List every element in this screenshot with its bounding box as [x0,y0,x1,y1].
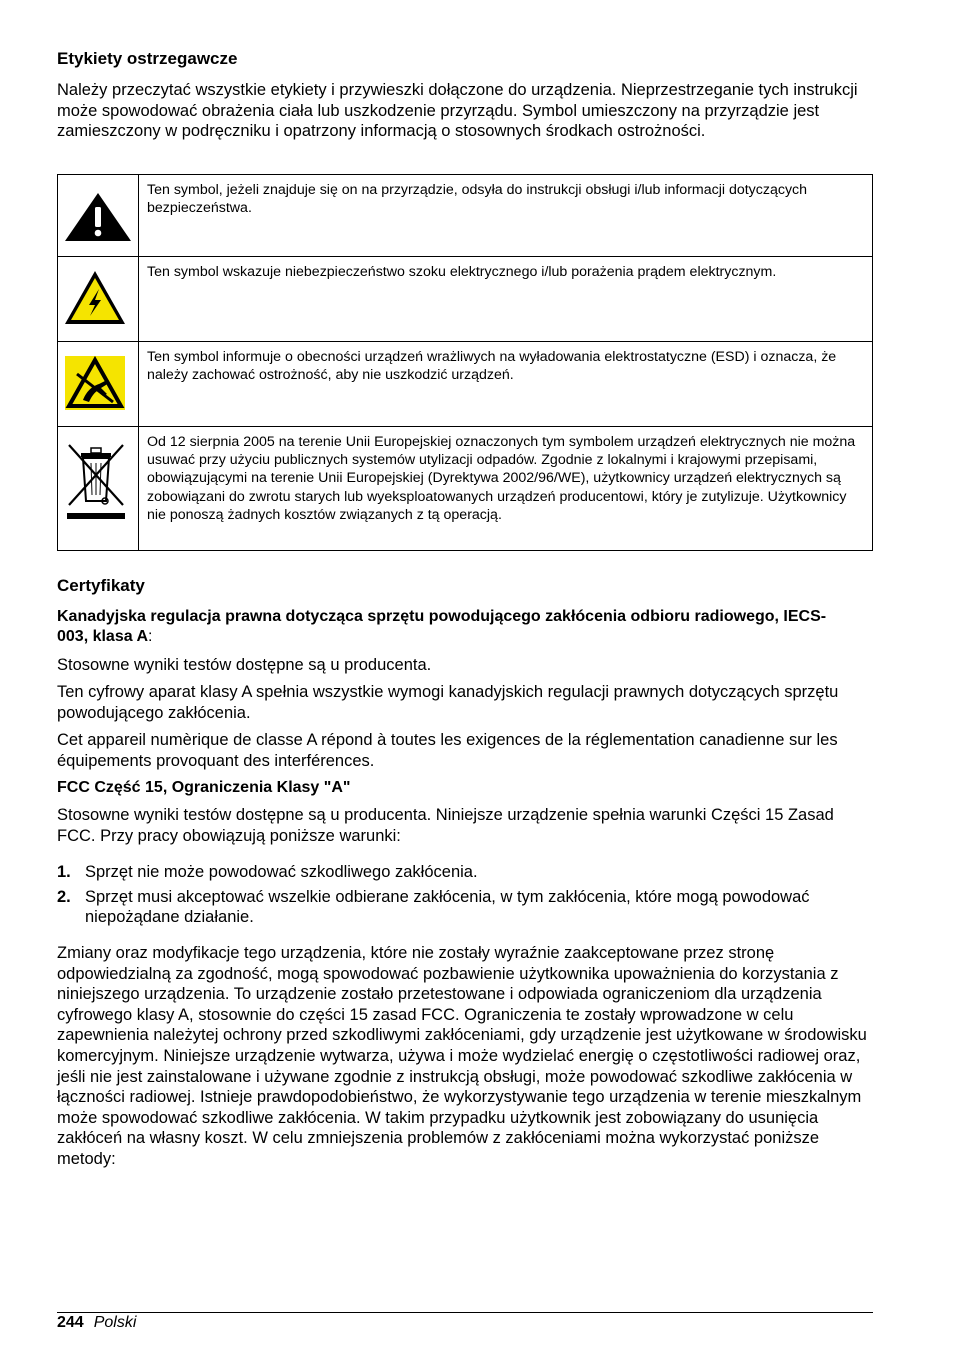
conditions-list [57,862,873,932]
symbol-row [58,342,873,427]
esd-icon [63,354,127,412]
symbol-row [58,427,873,551]
warning-labels-intro: Należy przeczytać wszystkie etykiety i przywieszki dołączone do urządzenia. Nieprzestrzeganie tych instrukcji może spowodować obrażenia ciała lub uszkodzenie przyrządu. Symbol umieszczony na przyrządzie jest zamieszczony w podręczniku i opatrzony informacją o stosownych środkach ostrożności. [57,81,858,141]
page-footer [57,1313,136,1333]
footer-divider [57,1312,873,1313]
symbol-description: Ten symbol, jeżeli znajduje się on na przyrządzie, odsyła do instrukcji obsługi i/lub informacji dotyczących bezpieczeństwa. [139,175,873,257]
paragraph-french: Cet appareil numèrique de classe A répond à toutes les exigences de la réglementation canadienne sur les équipements provoquant des interférences. [57,731,838,770]
warning-triangle-icon [63,191,133,243]
symbol-row [58,175,873,257]
footer-language: Polski [93,1314,137,1331]
electrical-hazard-icon [63,269,127,327]
canadian-regulation-heading: Kanadyjska regulacja prawna dotycząca sprzętu powodującego zakłócenia odbioru radiowego, IECS-003, klasa A: [57,608,827,645]
symbol-row [58,257,873,342]
section-heading-warning-labels: Etykiety ostrzegawcze [57,49,238,68]
paragraph: Ten cyfrowy aparat klasy A spełnia wszystkie wymogi kanadyjskich regulacji prawnych dotyczących sprzętu powodującego zakłócenia. [57,683,839,722]
symbol-description: Od 12 sierpnia 2005 na terenie Unii Europejskiej oznaczonych tym symbolem urządzeń elektrycznych nie można usuwać przy użyciu publicznych systemów utylizacji odpadów. Zgodnie z lokalnymi i krajowymi przepisami, obowiązującymi na terenie Unii Europejskiej (Dyrektywa 2002/96/WE), użytkownicy urządzeń elektrycznych są zobowiązani do zwrotu starych lub wyeksploatowanych urządzeń producentowi, który je zutylizuje. Użytkownicy nie ponoszą żadnych kosztów związanych z tą operacją. [139,427,873,551]
symbol-description: Ten symbol informuje o obecności urządzeń wrażliwych na wyładowania elektrostatyczne (ESD) i oznacza, że należy zachować ostrożność, aby nie uszkodzić urządzeń. [139,342,873,427]
list-item: 2. Sprzęt musi akceptować wszelkie odbierane zakłócenia, w tym zakłócenia, które mogą powodować niepożądane działanie. [57,887,810,927]
section-heading-certificates: Certyfikaty [57,576,145,595]
symbol-description: Ten symbol wskazuje niebezpieczeństwo szoku elektrycznego i/lub porażenia prądem elektrycznym. [139,257,873,342]
fcc-body: Zmiany oraz modyfikacje tego urządzenia, które nie zostały wyraźnie zaakceptowane przez stronę odpowiedzialną za zgodność, mogą spowodować pozbawienie użytkownika upoważnienia do korzystania z niniejszego urządzenia. To urządzenie zostało przetestowane i odpowiada ograniczeniom dla urządzenia cyfrowego klasy A, stosownie do części 15 zasad FCC. Ograniczenia te zostały wprowadzone w celu zapewnienia należytej ochrony przed szkodliwymi zakłóceniami, gdy urządzenie jest użytkowane w środowisku komercyjnym. Niniejsze urządzenie wytwarza, używa i może wydzielać energię o częstotliwości radiowej oraz, jeśli nie jest zainstalowane i używane zgodnie z instrukcją obsługi, może powodować szkodliwe zakłócenia w łączności radiowej. Istnieje prawdopodobieństwo, że wykorzystywanie tego urządzenia w terenie mieszkalnym może spowodować szkodliwe zakłócenia. W takim przypadku użytkownik jest zobowiązany do usunięcia zakłóceń na własny koszt. W celu zmniejszenia problemów z zakłóceniami można wykorzystać poniższe metody: [57,944,867,1168]
weee-crossed-bin-icon [63,439,129,523]
page-number: 244 [57,1314,84,1331]
list-item: 1. Sprzęt nie może powodować szkodliwego zakłócenia. [57,863,478,881]
paragraph: Stosowne wyniki testów dostępne są u producenta. [57,656,432,674]
fcc-heading: FCC Część 15, Ograniczenia Klasy "A" [57,779,351,796]
symbols-table [57,174,873,551]
fcc-intro: Stosowne wyniki testów dostępne są u producenta. Niniejsze urządzenie spełnia warunki Części 15 Zasad FCC. Przy pracy obowiązują poniższe warunki: [57,806,834,845]
